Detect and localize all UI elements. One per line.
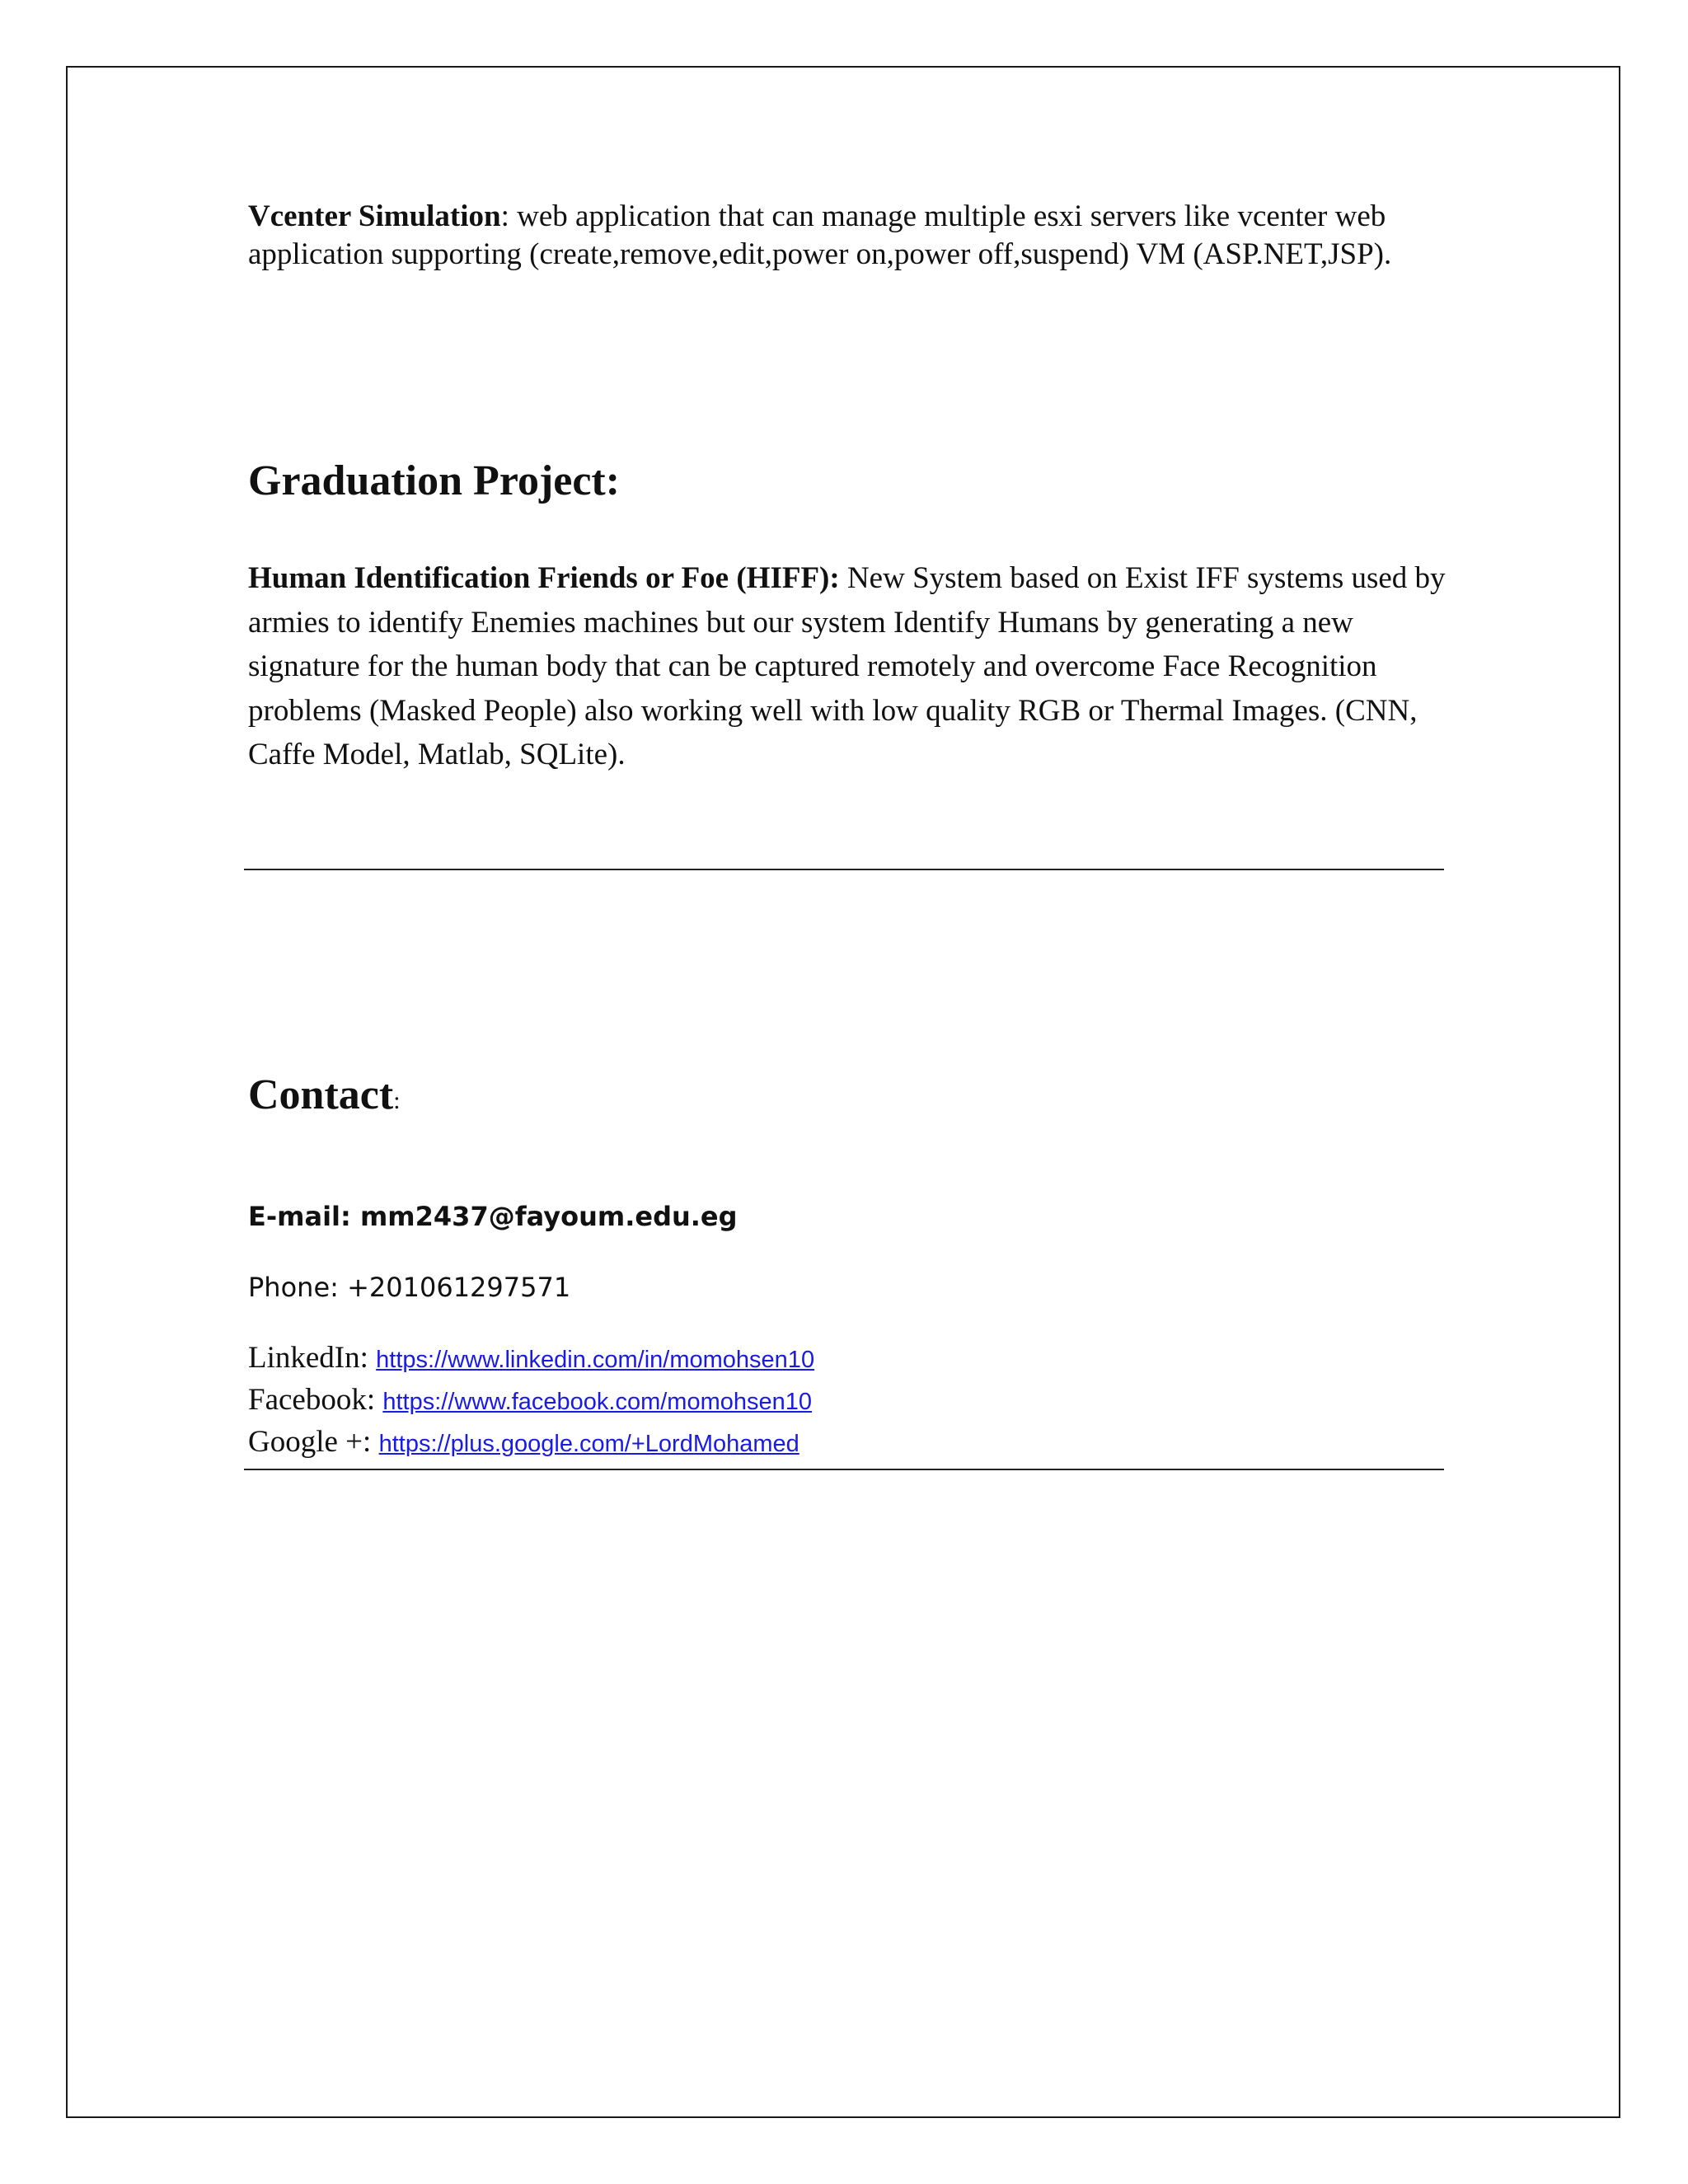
hiff-project-paragraph [248, 556, 1451, 777]
contact-heading-text: Contact [248, 1071, 394, 1118]
contact-google-plus [248, 1423, 799, 1463]
contact-facebook [248, 1381, 812, 1421]
section-divider-graduation [244, 869, 1444, 870]
contact-email: E-mail: mm2437@fayoum.edu.eg [248, 1201, 738, 1232]
contact-phone: Phone: +201061297571 [248, 1272, 571, 1303]
google-plus-label: Google +: [248, 1425, 379, 1459]
vcenter-title-separator: : [500, 199, 509, 233]
hiff-project-title: Human Identification Friends or Foe (HIFF): [248, 561, 840, 595]
contact-heading-colon: : [393, 1087, 401, 1114]
section-divider-contact [244, 1469, 1444, 1470]
hiff-project-description: New System based on Exist IFF systems used by armies to identify Enemies machines but our system Identify Humans by generating a new signature for the human body that can be captured remotely and overcome Face Recognition problems (Masked People) also working well with low quality RGB or Thermal Images. (CNN, Caffe Model, Matlab, SQLite). [248, 561, 1446, 771]
contact-linkedin [248, 1339, 814, 1379]
google-plus-link[interactable]: https://plus.google.com/+LordMohamed [378, 1431, 799, 1457]
facebook-link[interactable]: https://www.facebook.com/momohsen10 [382, 1389, 813, 1415]
linkedin-label: LinkedIn: [248, 1341, 377, 1375]
vcenter-project-title: Vcenter Simulation [248, 199, 501, 233]
graduation-project-heading: Graduation Project: [248, 457, 621, 504]
vcenter-project-paragraph [248, 198, 1451, 274]
vcenter-project-description: web application that can manage multiple esxi servers like vcenter web application supporting (create,remove,edit,power on,power off,suspend) VM (ASP.NET,JSP). [248, 199, 1392, 271]
contact-heading [248, 1070, 401, 1127]
linkedin-link[interactable]: https://www.linkedin.com/in/momohsen10 [376, 1347, 815, 1373]
facebook-label: Facebook: [248, 1383, 383, 1417]
